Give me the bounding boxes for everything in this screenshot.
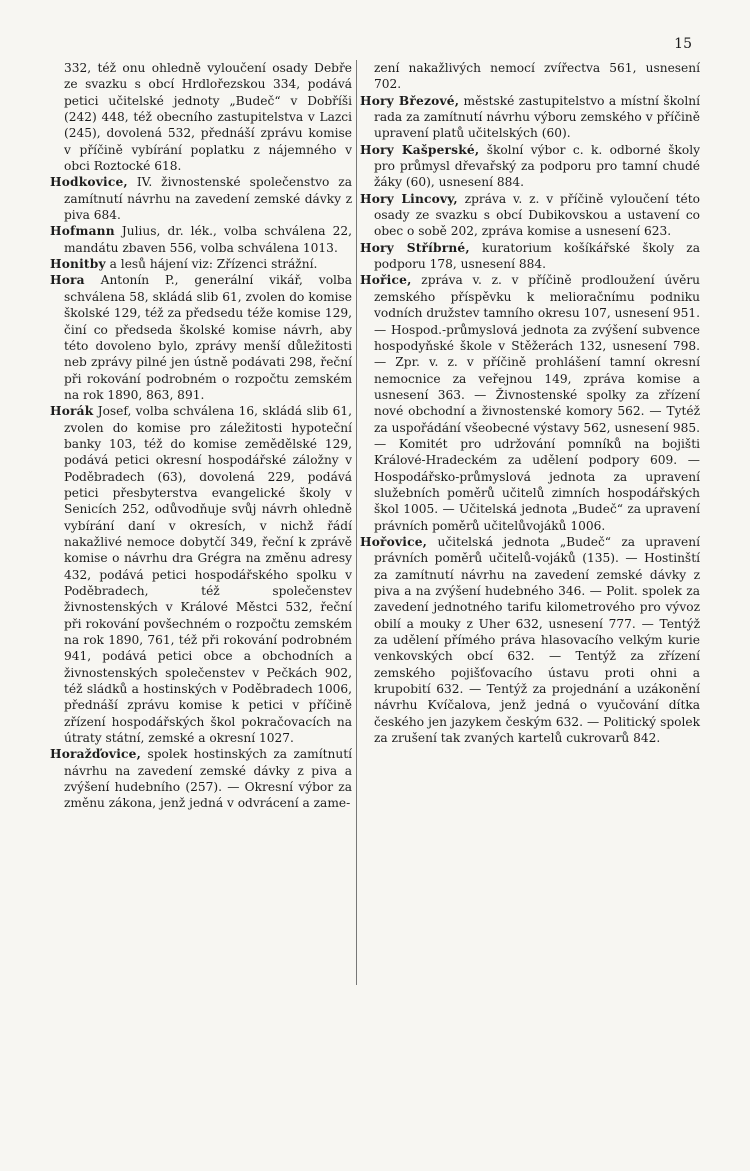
column-divider [356, 60, 357, 985]
entry-text: Josef, volba schválena 16, skládá slib 61, zvolen do komise pro záležitosti hypoteční banky 103, též do komise zemědělské 129, podává petici okresní hospodářské záložny v Poděbradech (63), dovolená 229, podává petici přesbyterstva evangelické školy v Senicích 252, odůvodňuje svůj návrh ohledně vybírání daní v okresích, v nichž řádí nakažlivé nemoce dobytčí 349, řeční k zprávě komise o návrhu dra Grégra na změnu adresy 432, podává petici hospodářského spolku v Poděbradech, též společenstev živnostenských v Králové Městci 532, řeční při rokování povšechném o rozpočtu zemském na rok 1890, 761, též při rokování podrobném 941, podává petici obce a obchodních a živnostenských společenstev v Pečkách 902, též sládků a hostinských v Poděbradech 1006, přednáší zprávu komise k petici v příčině zřízení hospodářských škol pokračovacích na útraty státní, zemské a okresní 1027. [64, 404, 352, 746]
entry-headword: Honitby [50, 257, 106, 272]
entry-headword: Hodkovice, [50, 175, 128, 190]
entry-headword: Horák [50, 404, 94, 419]
entry-text: spolek hostinských za zamítnutí návrhu na zavedení zemské dávky z piva a zvýšení hudebního (257). — Okresní výbor za změnu zákona, jenž jedná v odvrácení a zame- [64, 747, 352, 811]
index-entry [360, 93, 700, 142]
index-entry [360, 272, 700, 534]
index-entry [50, 223, 352, 256]
index-entry [50, 272, 352, 403]
entry-headword: Hořovice, [360, 534, 428, 549]
index-entry [50, 403, 352, 746]
entry-text: a lesů hájení viz: Zřízenci strážní. [105, 257, 318, 272]
index-entry [360, 534, 700, 746]
entry-headword: Hofmann [50, 224, 115, 239]
index-entry [360, 240, 700, 273]
entry-headword: Hořice, [360, 273, 412, 288]
entry-headword: Hory Lincovy, [360, 191, 458, 206]
index-entry [360, 142, 700, 191]
entry-text: učitelská jednota „Budeč“ za upravení právních poměrů učitelů-vojáků (135). — Hostinští za zamítnutí návrhu na zavedení zemské dávky z piva a na zvýšení hudebného 346. — Polit. spolek za zavedení jednotného tarifu kilometrového pro vývoz obilí a mouky z Uher 632, usnesení 777. — Tentýž za udělení přímého práva hlasovacího velkým kurie venkovských obcí 632. — Tentýž za zřízení zemského pojišťovacího ústavu proti ohni a krupobití 632. — Tentýž za projednání a uzákonění návrhu Kvíčalova, jenž jedná o vyučování dítka českého jen jazykem českým 632. — Politický spolek za zrušení tak zvaných kartelů cukrovarů 842. [374, 534, 700, 746]
entry-headword: Hory Stříbrné, [360, 240, 470, 255]
entry-text: Antonín P., generální vikář, volba schválena 58, skládá slib 61, zvolen do komise školské 129, též za předsedu téže komise 129, činí co předseda školské komise návrh, aby této dovoleno bylo, zprávy menší důležitosti neb zprávy pilné jen ústně podávati 298, řeční při rokování podrobném o rozpočtu zemském na rok 1890, 863, 891. [64, 273, 352, 402]
page-number: 15 [674, 36, 692, 52]
index-entry [50, 174, 352, 223]
index-entry [50, 256, 352, 272]
entry-headword: Hory Kašperské, [360, 142, 480, 157]
index-entry [50, 60, 352, 174]
left-column [50, 60, 352, 812]
right-column [360, 60, 700, 746]
entry-text: kuratorium košíkářské školy za podporu 178, usnesení 884. [374, 240, 700, 272]
entry-headword: Horažďovice, [50, 747, 142, 762]
entry-headword: Hora [50, 273, 85, 288]
entry-text: Julius, dr. lék., volba schválena 22, mandátu zbaven 556, volba schválena 1013. [64, 224, 352, 255]
entry-text: školní výbor c. k. odborné školy pro průmysl dřevařský za podporu pro tamní chudé žáky (60), usnesení 884. [374, 142, 700, 190]
entry-text: IV. živnostenské společenstvo za zamítnutí návrhu na zavedení zemské dávky z piva 684. [64, 175, 352, 223]
index-entry [360, 191, 700, 240]
entry-text: zení nakažlivých nemocí zvířectva 561, usnesení 702. [374, 61, 700, 92]
entry-text: 332, též onu ohledně vyloučení osady Debře ze svazku s obcí Hrdlořezskou 334, podává petici učitelské jednoty „Budeč“ v Dobříši (242) 448, též obecního zastupitelstva v Lazci (245), dovolená 532, přednáší zprávu komise v příčině vybírání poplatku z nájemného v obci Roztocké 618. [64, 61, 352, 174]
entry-text: zpráva v. z. v příčině prodloužení úvěru zemského příspěvku k melioračnímu podniku vodních družstev tamního okresu 107, usnesení 951. — Hospod.-průmyslová jednota za zvýšení subvence hospodyňské škole v Stěžerách 132, usnesení 798. — Zpr. v. z. v příčině prohlášení tamní okresní nemocnice za veřejnou 149, zpráva komise a usnesení 363. — Živnostenské spolky za zřízení nové obchodní a živnostenské komory 562. — Tytéž za uspořádání všeobecné výstavy 562, usnesení 985. — Komitét pro udržování pomníků na bojišti Králové-Hradeckém za udělení podpory 609. — Hospodářsko-průmyslová jednota za upravení služebních poměrů učitelů zimních hospodářských škol 1005. — Učitelská jednota „Budeč“ za upravení právních poměrů učitelůvojáků 1006. [374, 273, 701, 533]
index-entry [50, 746, 352, 811]
index-entry [360, 60, 700, 93]
entry-headword: Hory Březové, [360, 93, 460, 108]
entry-text: městské zastupitelstvo a místní školní rada za zamítnutí návrhu výboru zemského v příčině upravení platů učitelských (60). [374, 93, 700, 141]
entry-text: zpráva v. z. v příčině vyloučení této osady ze svazku s obcí Dubikovskou a ustavení co obec o sobě 202, zpráva komise a usnesení 623. [374, 191, 700, 239]
